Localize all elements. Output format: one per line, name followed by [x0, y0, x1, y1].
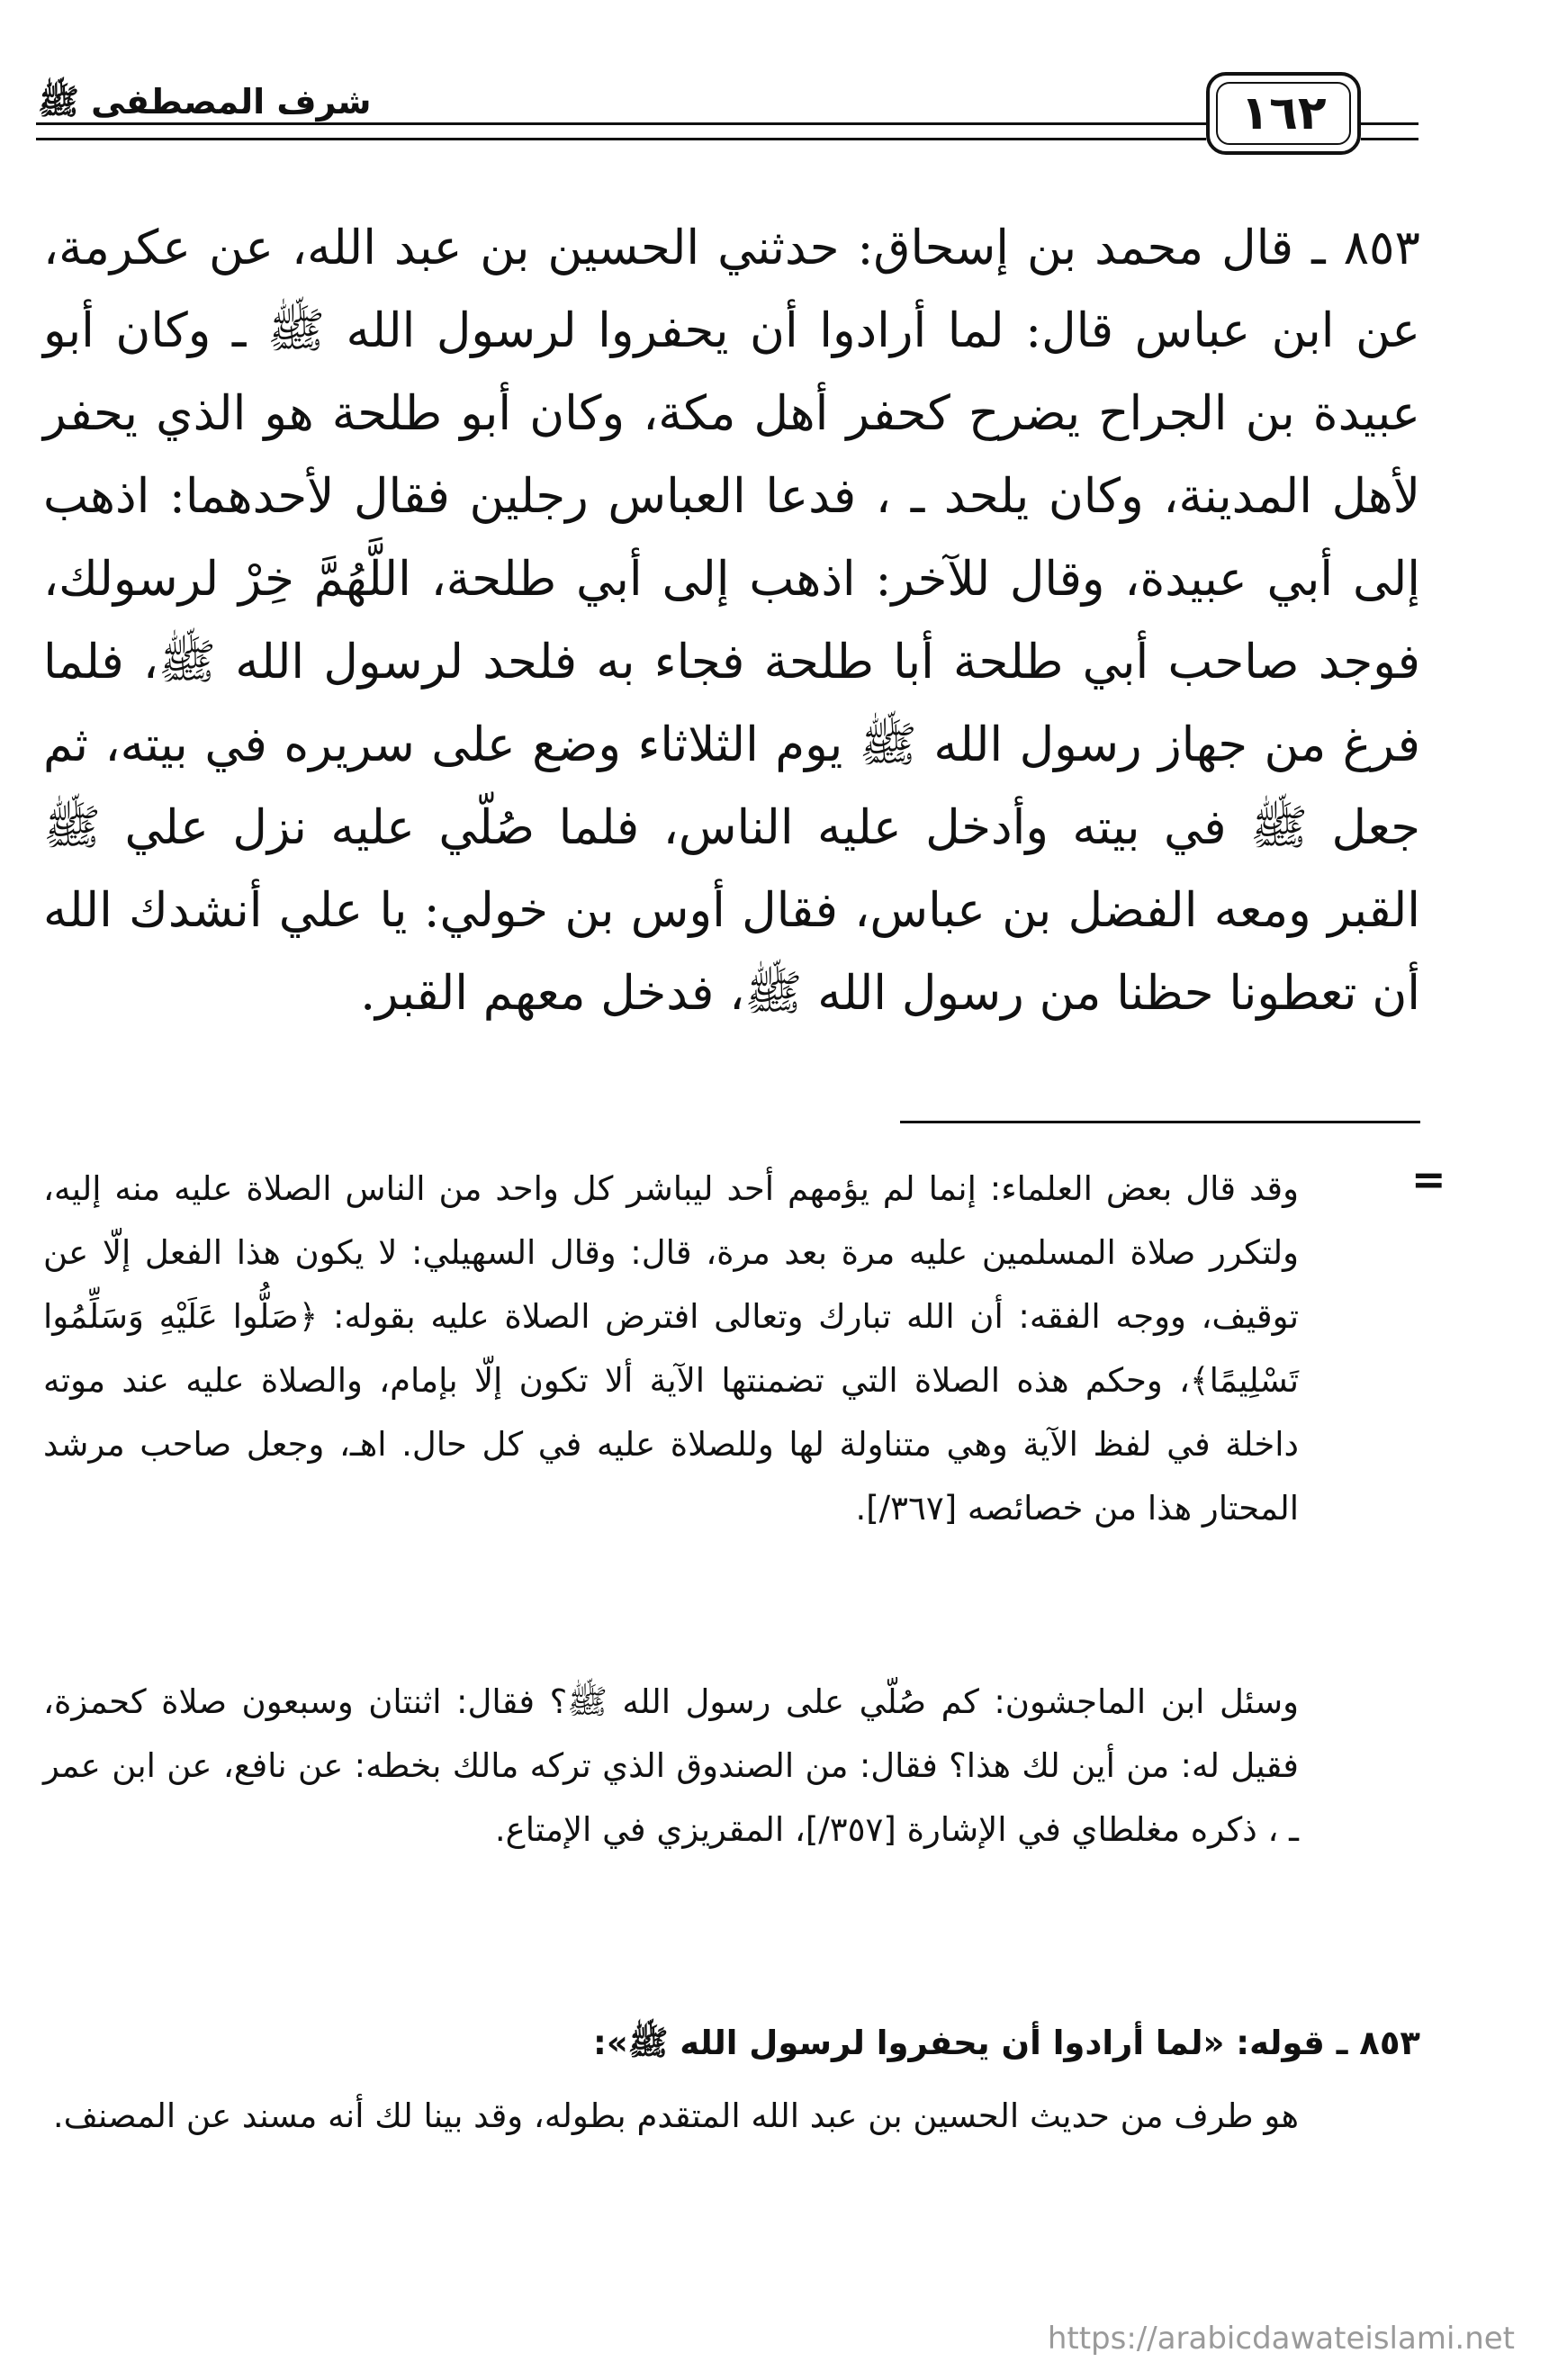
page-header [0, 63, 1549, 162]
footnote-paragraph-2: وسئل ابن الماجشون: كم صُلّي على رسول الله ﷺ؟ فقال: اثنتان وسبعون صلاة كحمزة، فقيل له: من أين لك هذا؟ فقال: من الصندوق الذي تركه مالك بخطه: عن نافع، عن ابن عمر ـ ، ذكره مغلطاي في الإشارة [٣٥٧/]، المقريزي في الإمتاع. [43, 1682, 1299, 1849]
watermark-url: https://arabicdawateislami.net [1047, 2321, 1515, 2357]
running-title: شرف المصطفى ﷺ [38, 82, 372, 122]
header-rule-right [1361, 122, 1418, 140]
footnote-separator [900, 1121, 1420, 1123]
page-number-frame [1206, 72, 1361, 155]
header-rule-left [36, 122, 1206, 140]
page-number: ١٦٢ [1216, 82, 1351, 145]
footnote-heading-853: ٨٥٣ ـ قوله: «لما أرادوا أن يحفروا لرسول الله ﷺ»: [593, 2024, 1420, 2062]
footnote-continuation-mark: = [1411, 1155, 1446, 1204]
main-hadith-paragraph: ٨٥٣ ـ قال محمد بن إسحاق: حدثني الحسين بن عبد الله، عن عكرمة، عن ابن عباس قال: لما أرادوا أن يحفروا لرسول الله ﷺ ـ وكان أبو عبيدة بن الجراح يضرح كحفر أهل مكة، وكان أبو طلحة هو الذي يحفر لأهل المدينة، وكان يلحد ـ ، فدعا العباس رجلين فقال لأحدهما: اذهب إلى أبي عبيدة، وقال للآخر: اذهب إلى أبي طلحة، اللَّهُمَّ خِرْ لرسولك، فوجد صاحب أبي طلحة أبا طلحة فجاء به فلحد لرسول الله ﷺ، فلما فرغ من جهاز رسول الله ﷺ يوم الثلاثاء وضع على سريره في بيته، ثم جعل ﷺ في بيته وأدخل عليه الناس، فلما صُلّي عليه نزل علي ﷺ القبر ومعه الفضل بن عباس، فقال أوس بن خولي: يا علي أنشدك الله أن تعطونا حظنا من رسول الله ﷺ، فدخل معهم القبر. [43, 221, 1420, 1021]
footnote-paragraph-1: وقد قال بعض العلماء: إنما لم يؤمهم أحد ليباشر كل واحد من الناس الصلاة عليه منه إليه، ولتكرر صلاة المسلمين عليه مرة بعد مرة، قال: وقال السهيلي: لا يكون هذا الفعل إلّا عن توقيف، ووجه الفقه: أن الله تبارك وتعالى افترض الصلاة عليه بقوله: ﴿صَلُّوا عَلَيْهِ وَسَلِّمُوا تَسْلِيمًا﴾، وحكم هذه الصلاة التي تضمنتها الآية ألا تكون إلّا بإمام، والصلاة عليه عند موته داخلة في لفظ الآية وهي متناولة لها وللصلاة عليه في كل حال. اهـ، وجعل صاحب مرشد المحتار هذا من خصائصه [٣٦٧/]. [43, 1169, 1299, 1528]
footnote-paragraph-3: هو طرف من حديث الحسين بن عبد الله المتقدم بطوله، وقد بينا لك أنه مسند عن المصنف. [52, 2096, 1299, 2135]
